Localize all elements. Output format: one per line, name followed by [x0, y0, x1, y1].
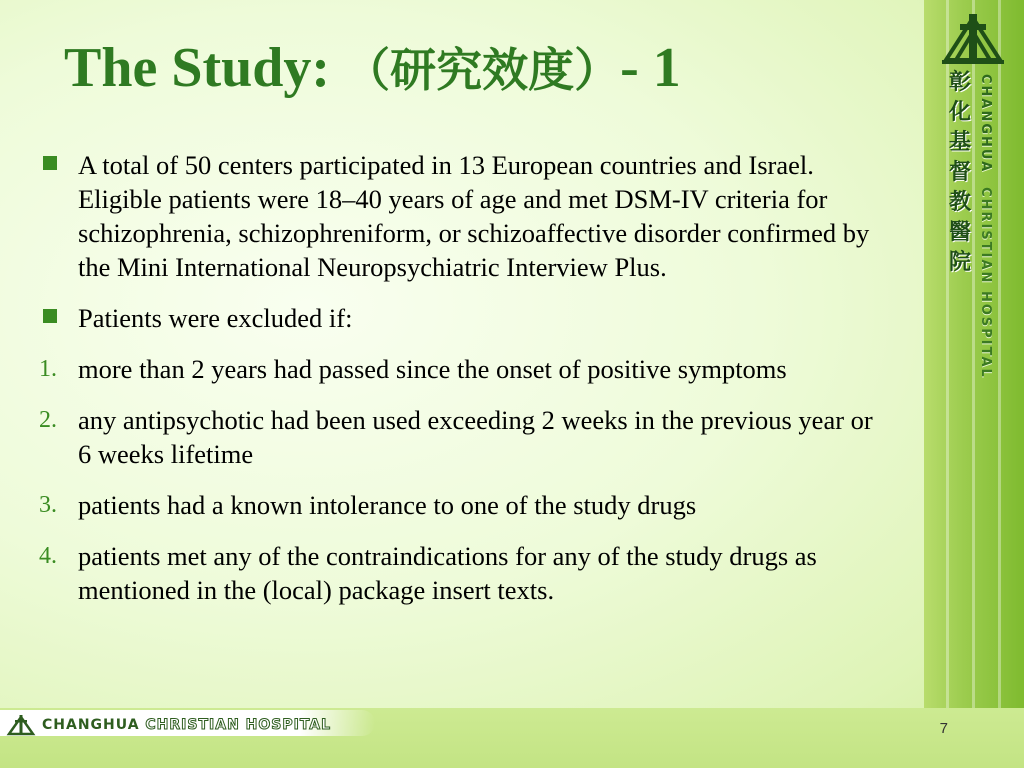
sidebar-english-name [978, 74, 993, 379]
bullet-text: Patients were excluded if: [78, 303, 353, 333]
footer [0, 708, 1024, 768]
sidebar-char: 院 [948, 250, 971, 275]
sidebar-name-part1: CHANGHUA [978, 74, 993, 174]
bullet-text: A total of 50 centers participated in 13 European countries and Israel. Eligible patients were 18–40 years of age and met DSM-IV criteria for schizophrenia, schizophreniform, or schizoaffective disorder confirmed by the Mini International Neuropsychiatric Interview Plus. [78, 150, 870, 282]
sidebar-char: 教 [948, 190, 971, 215]
title-suffix: - 1 [620, 37, 681, 99]
numbered-item [40, 352, 885, 386]
banner-stripe [998, 0, 1001, 710]
item-number: 4. [39, 543, 57, 569]
hospital-logo-icon [938, 10, 1008, 65]
footer-band [0, 710, 375, 736]
footer-hospital-name [42, 717, 331, 733]
numbered-item [40, 539, 885, 607]
numbered-text: patients had a known intolerance to one of the study drugs [78, 490, 697, 520]
item-number: 1. [39, 356, 57, 382]
title-chinese: （研究效度） [344, 43, 621, 97]
sidebar-char: 化 [948, 100, 971, 125]
numbered-item [40, 403, 885, 471]
page-number: 7 [939, 720, 948, 737]
sidebar-chinese-name [946, 68, 974, 278]
sidebar-char: 醫 [948, 220, 971, 245]
numbered-item [40, 488, 885, 522]
footer-name-part1: CHANGHUA [42, 717, 140, 733]
slide-content [40, 148, 885, 624]
sidebar-banner [924, 0, 1024, 710]
numbered-text: patients met any of the contraindications for any of the study drugs as mentioned in the (local) package insert texts. [78, 541, 817, 605]
item-number: 3. [39, 492, 57, 518]
bullet-item [40, 301, 885, 335]
sidebar-char: 督 [948, 160, 971, 185]
slide-title [64, 37, 681, 99]
numbered-text: any antipsychotic had been used exceeding 2 weeks in the previous year or 6 weeks lifetime [78, 405, 873, 469]
item-number: 2. [39, 407, 57, 433]
numbered-text: more than 2 years had passed since the onset of positive symptoms [78, 354, 787, 384]
square-bullet-icon [43, 309, 57, 323]
square-bullet-icon [43, 156, 57, 170]
sidebar-char: 基 [948, 130, 971, 155]
sidebar-name-part2: CHRISTIAN HOSPITAL [978, 187, 993, 379]
title-english: The Study: [64, 37, 345, 99]
hospital-logo-icon [6, 714, 36, 736]
sidebar-char: 彰 [948, 70, 971, 95]
bullet-item [40, 148, 885, 284]
footer-name-part2: CHRISTIAN HOSPITAL [145, 717, 332, 733]
